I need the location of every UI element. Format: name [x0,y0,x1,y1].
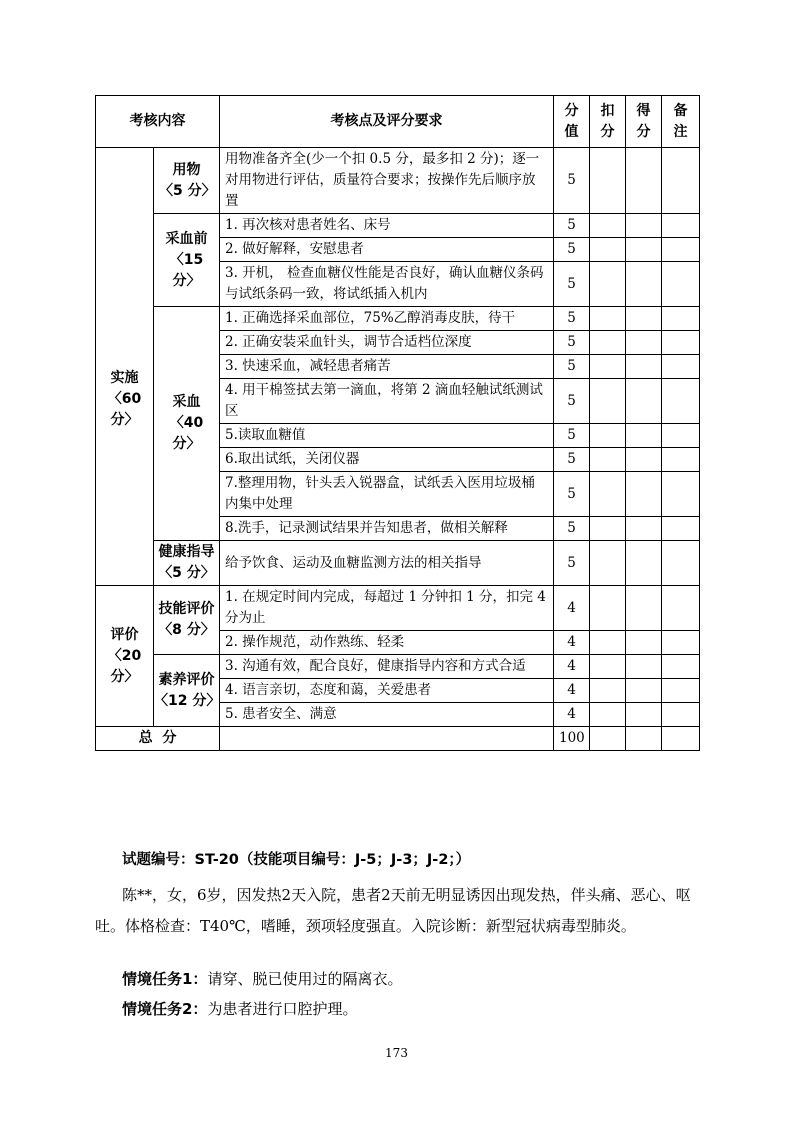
score-value: 5 [554,541,590,586]
requirement: 1. 再次核对患者姓名、床号 [220,214,554,238]
requirement: 4. 语言亲切，态度和蔼，关爱患者 [220,679,554,703]
category-caixue: 采血 〈40 分〉 [154,307,220,541]
requirement: 1. 在规定时间内完成，每超过 1 分钟扣 1 分，扣完 4 分为止 [220,586,554,631]
total-score: 100 [554,727,590,751]
requirement: 2. 正确安装采血针头，调节合适档位深度 [220,331,554,355]
header-deduct: 扣分 [590,96,626,148]
case-description: 陈**，女，6岁，因发热2天入院，患者2天前无明显诱因出现发热，伴头痛、恶心、呕吐。体格检查：T40℃，嗜睡，颈项轻度强直。入院诊断：新型冠状病毒型肺炎。 [95,886,691,935]
scoring-table [95,95,700,751]
requirement: 3. 快速采血，减轻患者痛苦 [220,355,554,379]
score-value: 4 [554,679,590,703]
task-2: 情境任务2：为患者进行口腔护理。 [122,1000,358,1018]
score-value: 5 [554,214,590,238]
section-pingjia: 评价 〈20 分〉 [96,586,154,727]
requirement: 用物准备齐全(少一个扣 0.5 分，最多扣 2 分)；逐一对用物进行评估，质量符合要求；按操作先后顺序放置 [220,148,554,214]
score-value: 5 [554,424,590,448]
requirement: 给予饮食、运动及血糖监测方法的相关指导 [220,541,554,586]
score-value: 5 [554,331,590,355]
header-get: 得分 [626,96,662,148]
score-value: 4 [554,631,590,655]
section-shishi: 实施 〈60 分〉 [96,214,154,586]
requirement: 6.取出试纸，关闭仪器 [220,448,554,472]
category-wupin: 用物 〈5 分〉 [154,148,220,214]
table-row [96,586,700,631]
score-value: 5 [554,307,590,331]
question-title: 试题编号：ST-20（技能项目编号：J-5；J-3；J-2；） [122,852,471,868]
score-value: 5 [554,379,590,424]
requirement: 5. 患者安全、满意 [220,703,554,727]
table-row [96,214,700,238]
score-value: 5 [554,517,590,541]
page-number: 173 [385,1046,408,1060]
requirement: 4. 用干棉签拭去第一滴血，将第 2 滴血轻触试纸测试区 [220,379,554,424]
score-value: 5 [554,448,590,472]
requirement: 5.读取血糖值 [220,424,554,448]
score-value: 5 [554,148,590,214]
task-1: 情境任务1：请穿、脱已使用过的隔离衣。 [122,970,403,988]
requirement: 8.洗手，记录测试结果并告知患者，做相关解释 [220,517,554,541]
header-row [96,96,700,148]
score-value: 5 [554,472,590,517]
header-points: 考核点及评分要求 [220,96,554,148]
total-row [96,727,700,751]
header-note: 备注 [662,96,700,148]
score-value: 4 [554,586,590,631]
score-value: 5 [554,355,590,379]
table-row [96,307,700,331]
table-row [96,655,700,679]
category-jineng: 技能评价 〈8 分〉 [154,586,220,655]
category-caixueqian: 采血前 〈15 分〉 [154,214,220,307]
total-label: 总 分 [96,727,220,751]
table-row [96,148,700,214]
category-suyang: 素养评价 〈12 分〉 [154,655,220,727]
requirement: 2. 做好解释，安慰患者 [220,238,554,262]
score-value: 4 [554,655,590,679]
score-value: 5 [554,262,590,307]
score-value: 4 [554,703,590,727]
requirement: 2. 操作规范，动作熟练、轻柔 [220,631,554,655]
requirement: 7.整理用物，针头丢入锐器盒，试纸丢入医用垃圾桶内集中处理 [220,472,554,517]
table-row [96,541,700,586]
header-score: 分值 [554,96,590,148]
score-value: 5 [554,238,590,262]
requirement: 3. 沟通有效，配合良好，健康指导内容和方式合适 [220,655,554,679]
requirement: 3. 开机， 检查血糖仪性能是否良好，确认血糖仪条码与试纸条码一致，将试纸插入机内 [220,262,554,307]
header-content: 考核内容 [96,96,220,148]
requirement: 1. 正确选择采血部位，75%乙醇消毒皮肤，待干 [220,307,554,331]
category-jiankang: 健康指导 〈5 分〉 [154,541,220,586]
